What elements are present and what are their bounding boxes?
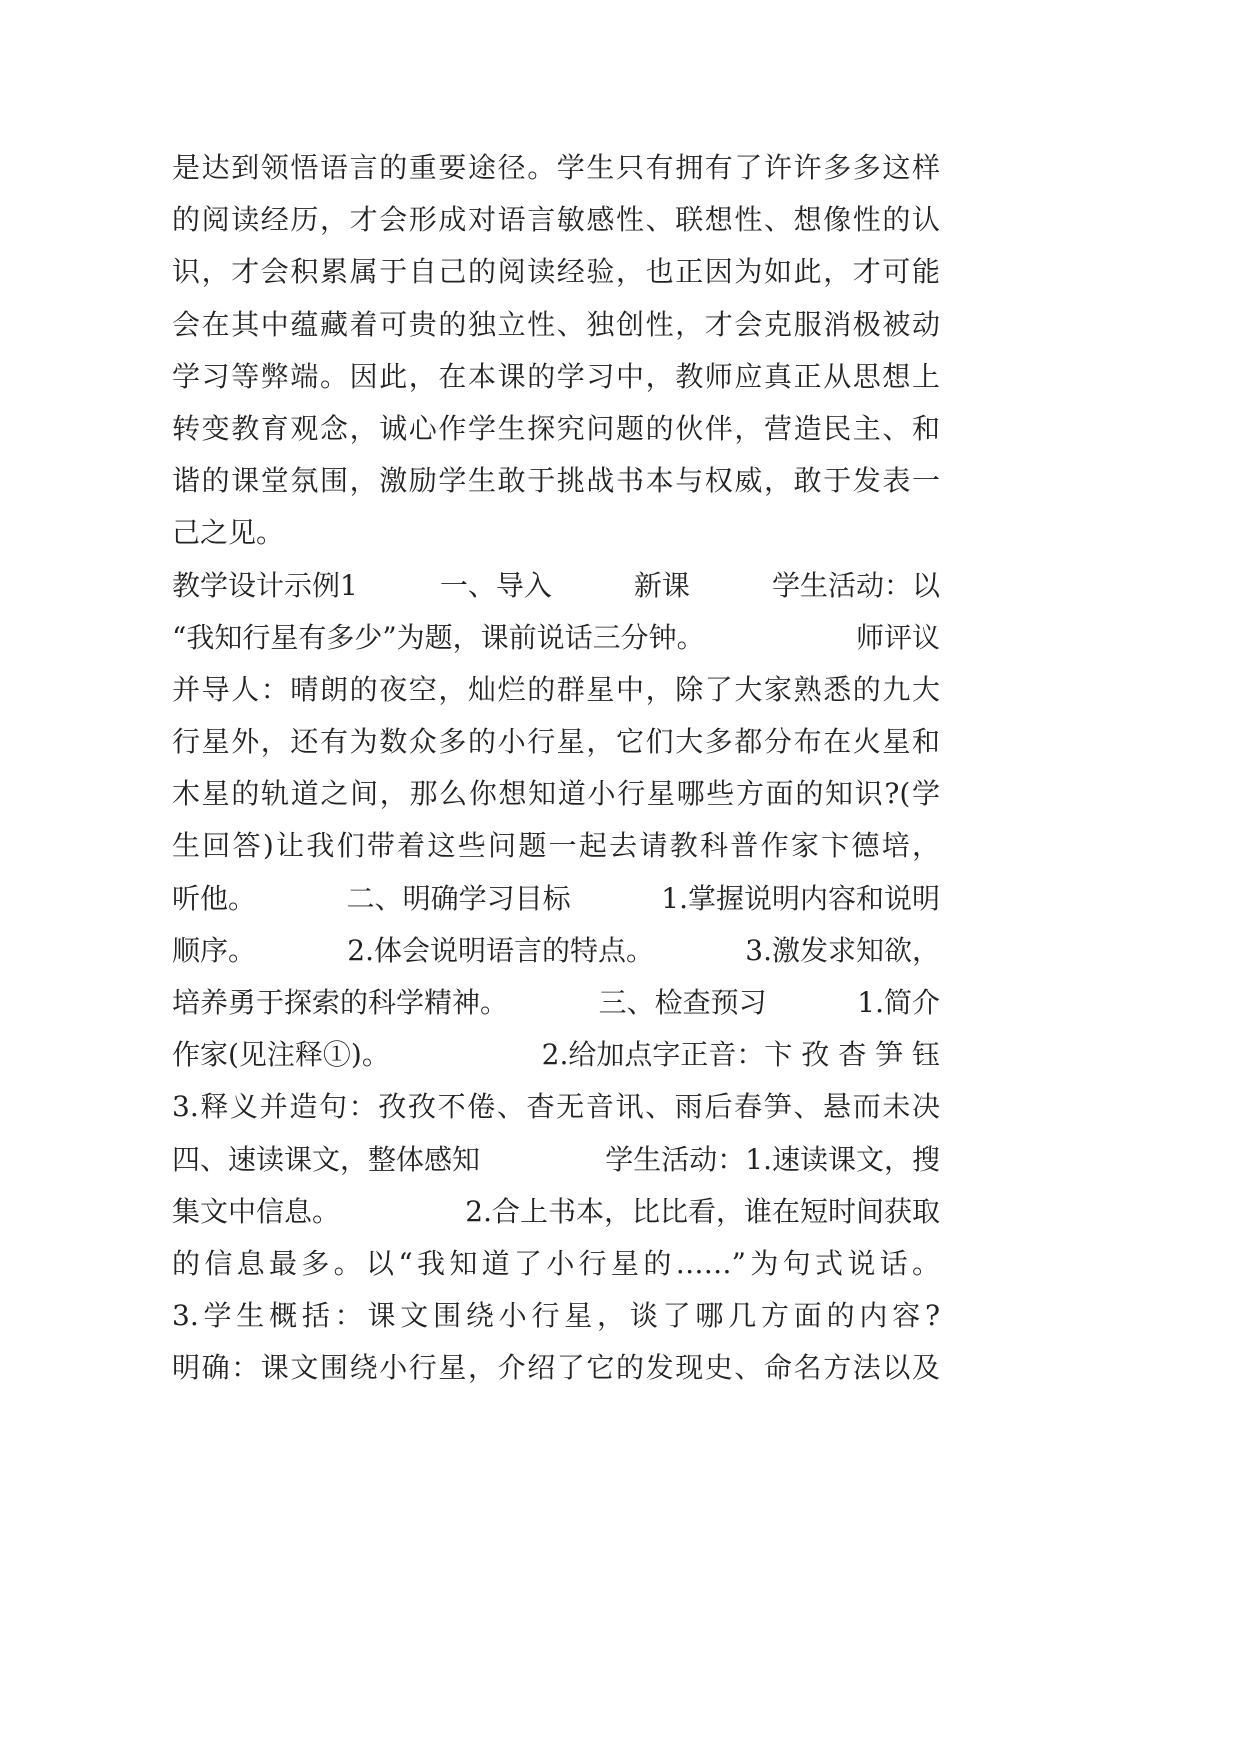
- text-line: [172, 1186, 940, 1238]
- text-segment: 集文中信息。: [172, 1194, 341, 1228]
- text-line: [172, 873, 940, 925]
- text-segment: 顺序。: [172, 933, 257, 967]
- text-segment: 3.激发求知欲，: [745, 933, 940, 967]
- text-line: [172, 194, 940, 246]
- text-line: [172, 246, 940, 298]
- text-line: [172, 612, 940, 664]
- text-line: [172, 925, 940, 977]
- text-segment: 作家(见注释①)。: [172, 1038, 390, 1072]
- text-segment: 培养勇于探索的科学精神。: [172, 986, 509, 1019]
- text-segment: 并导人：晴朗的夜空，灿烂的群星中，除了大家熟悉的九大: [172, 672, 940, 706]
- text-line: [172, 1029, 940, 1081]
- text-segment: 新课: [633, 568, 690, 602]
- text-line: [172, 403, 940, 455]
- text-segment: 的阅读经历，才会形成对语言敏感性、联想性、想像性的认: [172, 203, 940, 237]
- text-segment: “我知行星有多少”为题，课前说话三分钟。: [172, 620, 705, 654]
- text-segment: 是达到领悟语言的重要途径。学生只有拥有了许许多多这样: [172, 151, 940, 184]
- text-line: [172, 1081, 940, 1133]
- text-segment: 一、导入: [439, 568, 552, 602]
- text-line: [172, 1238, 940, 1290]
- text-segment: 3.学生概括：课文围绕小行星，谈了哪几方面的内容?: [172, 1299, 940, 1333]
- document-body: [172, 142, 940, 1395]
- text-segment: 木星的轨道之间，那么你想知道小行星哪些方面的知识?(学: [172, 777, 940, 811]
- text-line: [172, 1342, 940, 1394]
- text-segment: 1.掌握说明内容和说明: [661, 881, 940, 915]
- text-segment: 3.释义并造句：孜孜不倦、杳无音讯、雨后春笋、悬而未决: [172, 1090, 940, 1124]
- text-segment: 识，才会积累属于自己的阅读经验，也正因为如此，才可能: [172, 255, 940, 289]
- text-segment: 师评议: [855, 620, 940, 654]
- text-line: [172, 142, 940, 194]
- text-segment: 生回答)让我们带着这些问题一起去请教科普作家卞德培，: [172, 829, 940, 863]
- text-line: [172, 820, 940, 872]
- text-segment: 的信息最多。以“我知道了小行星的……”为句式说话。: [172, 1246, 940, 1280]
- text-line: [172, 977, 940, 1029]
- text-line: [172, 716, 940, 768]
- text-segment: 学习等弊端。因此，在本课的学习中，教师应真正从思想上: [172, 359, 940, 393]
- text-segment: 教学设计示例1: [172, 568, 358, 602]
- text-segment: 二、明确学习目标: [346, 881, 571, 915]
- text-segment: 三、检查预习: [598, 986, 767, 1019]
- text-line: [172, 768, 940, 820]
- text-segment: 学生活动：1.速读课文，搜: [605, 1142, 940, 1176]
- text-line: [172, 560, 940, 612]
- text-line: [172, 351, 940, 403]
- text-line: [172, 1134, 940, 1186]
- text-segment: 2.合上书本，比比看，谁在短时间获取: [465, 1194, 940, 1228]
- text-line: [172, 455, 940, 507]
- text-segment: 谐的课堂氛围，激励学生敢于挑战书本与权威，敢于发表一: [172, 464, 940, 498]
- text-segment: 会在其中蕴藏着可贵的独立性、独创性，才会克服消极被动: [172, 307, 940, 341]
- text-segment: 四、速读课文，整体感知: [172, 1142, 481, 1176]
- text-line: [172, 1290, 940, 1342]
- text-segment: 行星外，还有为数众多的小行星，它们大多都分布在火星和: [172, 725, 940, 759]
- text-segment: 己之见。: [172, 516, 285, 550]
- text-segment: 1.简介: [857, 986, 940, 1019]
- text-segment: 学生活动：以: [771, 568, 940, 602]
- text-segment: 听他。: [172, 881, 257, 915]
- text-segment: 2.给加点字正音：卞 孜 杳 笋 钰: [541, 1038, 940, 1072]
- text-segment: 2.体会说明语言的特点。: [347, 933, 654, 967]
- text-line: [172, 664, 940, 716]
- text-line: [172, 299, 940, 351]
- text-segment: 明确：课文围绕小行星，介绍了它的发现史、命名方法以及: [172, 1351, 940, 1385]
- text-line: [172, 507, 940, 559]
- text-segment: 转变教育观念，诚心作学生探究问题的伙伴，营造民主、和: [172, 411, 940, 445]
